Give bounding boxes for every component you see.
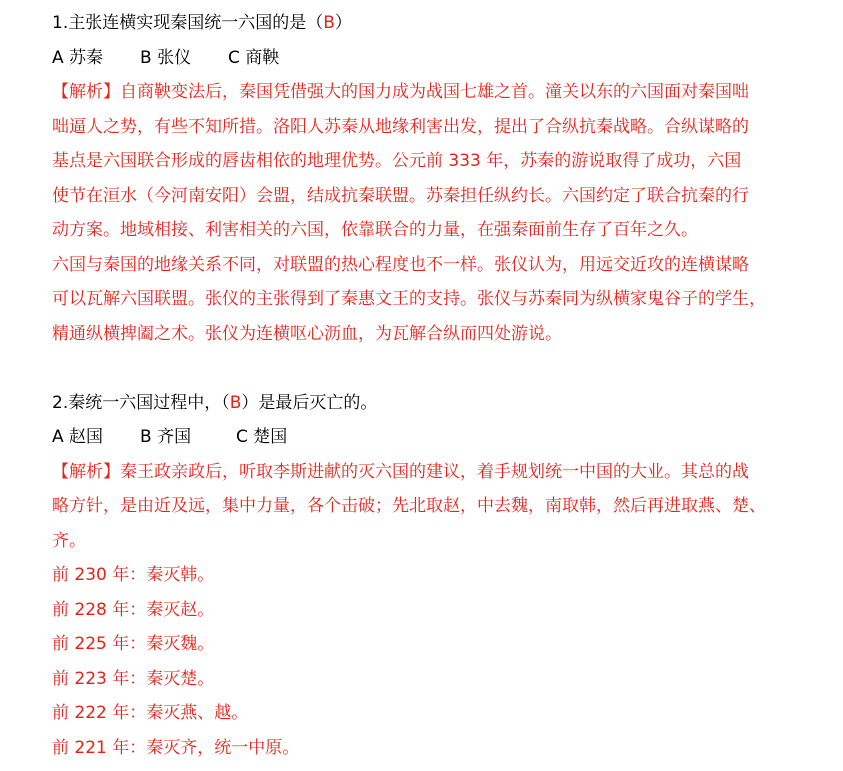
question-1-stem-after: ） [334, 13, 352, 33]
analysis-line: 精通纵横捭阖之术。张仪为连横呕心沥血，为瓦解合纵而四处游说。 [52, 323, 562, 344]
question-1-options [52, 41, 792, 76]
question-1-stem-before: 1.主张连横实现秦国统一六国的是（ [52, 13, 324, 33]
analysis-line: 基点是六国联合形成的唇齿相依的地理优势。公元前 333 年，苏秦的游说取得了成功，六国 [52, 151, 742, 171]
analysis-line: 六国与秦国的地缘关系不同，对联盟的热心程度也不一样。张仪认为，用远交近攻的连横谋略 [52, 254, 749, 275]
analysis-line: 齐。 [52, 530, 86, 551]
question-2-analysis [52, 455, 792, 766]
question-1-option-b: B 张仪 [140, 47, 192, 68]
question-1-stem [52, 6, 792, 41]
question-1-option-a: A 苏秦 [52, 47, 104, 68]
question-2-answer: B [229, 392, 242, 413]
question-1-analysis [52, 75, 792, 351]
question-1-option-c: C 商鞅 [228, 47, 280, 68]
spacer [52, 351, 792, 386]
timeline-item: 前 225 年：秦灭魏。 [52, 634, 215, 654]
analysis-line: 可以瓦解六国联盟。张仪的主张得到了秦惠文王的支持。张仪与苏秦同为纵横家鬼谷子的学生， [52, 289, 766, 309]
question-2-option-c: C 楚国 [236, 427, 288, 447]
analysis-line: 动方案。地域相接、利害相关的六国，依靠联合的力量，在强秦面前生存了百年之久。 [52, 220, 698, 240]
question-2-option-a: A 赵国 [52, 427, 104, 447]
question-2-stem-before: 2.秦统一六国过程中，（ [52, 392, 230, 413]
document-page [52, 6, 792, 765]
question-2-stem [52, 386, 792, 421]
timeline-item: 前 222 年：秦灭燕、越。 [52, 703, 249, 723]
timeline-item: 前 228 年：秦灭赵。 [52, 599, 215, 620]
question-2-option-b: B 齐国 [140, 427, 192, 447]
analysis-line: 使节在洹水（今河南安阳）会盟，结成抗秦联盟。苏秦担任纵约长。六国约定了联合抗秦的行 [52, 185, 749, 206]
question-2-options [52, 420, 792, 455]
timeline-item: 前 223 年：秦灭楚。 [52, 668, 215, 689]
analysis-line: 【解析】自商鞅变法后，秦国凭借强大的国力成为战国七雄之首。潼关以东的六国面对秦国咄 [52, 82, 749, 102]
analysis-line: 咄逼人之势，有些不知所措。洛阳人苏秦从地缘利害出发，提出了合纵抗秦战略。合纵谋略的 [52, 116, 749, 137]
question-2-stem-after: ）是最后灭亡的。 [241, 392, 378, 413]
timeline-item: 前 221 年：秦灭齐，统一中原。 [52, 737, 300, 758]
timeline-item: 前 230 年：秦灭韩。 [52, 565, 215, 585]
analysis-line: 略方针，是由近及远，集中力量，各个击破；先北取赵，中去魏，南取韩，然后再进取燕、楚、 [52, 496, 766, 516]
analysis-line: 【解析】秦王政亲政后，听取李斯进献的灭六国的建议，着手规划统一中国的大业。其总的战 [52, 461, 749, 482]
question-1-answer: B [323, 13, 335, 33]
